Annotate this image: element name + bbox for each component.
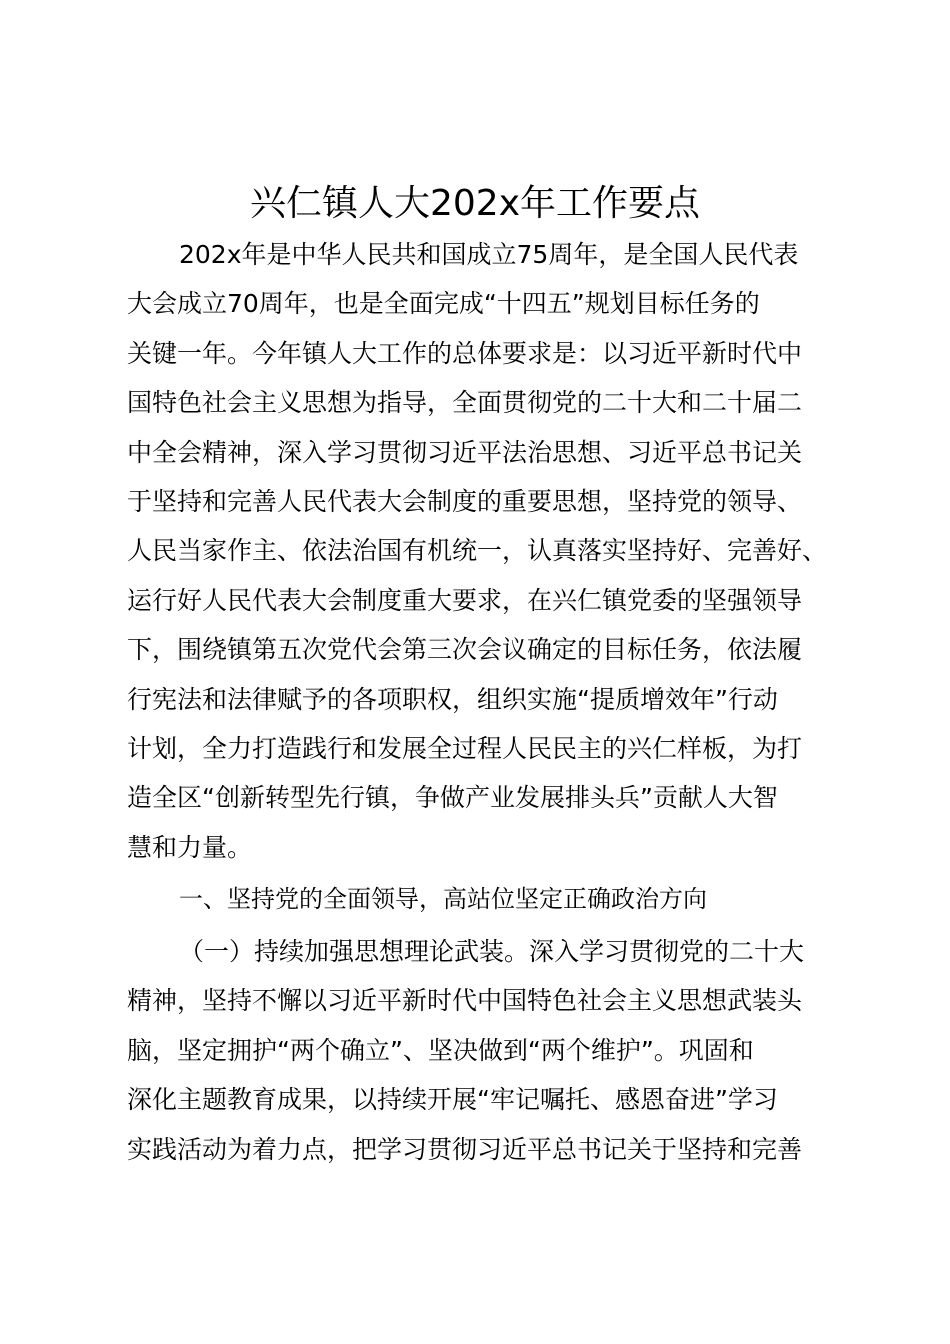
paragraph-line: 实践活动为着力点，把学习贯彻习近平总书记关于坚持和完善: [127, 1134, 803, 1164]
paragraph-line: 精神，坚持不懈以习近平新时代中国特色社会主义思想武装头: [127, 986, 803, 1016]
paragraph-line: 于坚持和完善人民代表大会制度的重要思想，坚持党的领导、: [127, 486, 803, 516]
intro-paragraph: [127, 230, 847, 872]
paragraph-line: 大会成立70周年，也是全面完成“十四五”规划目标任务的: [127, 289, 760, 319]
section-heading: 一、坚持党的全面领导，高站位坚定正确政治方向: [179, 885, 707, 914]
section-paragraph: [127, 927, 847, 1174]
document-body: [127, 230, 847, 1174]
paragraph-line: 深化主题教育成果，以持续开展“牢记嘱托、感恩奋进”学习: [127, 1085, 778, 1115]
paragraph-line: （一）持续加强思想理论武装。深入学习贯彻党的二十大: [179, 937, 805, 967]
paragraph-line: 人民当家作主、依法治国有机统一，认真落实坚持好、完善好、: [127, 536, 828, 566]
paragraph-line: 计划，全力打造践行和发展全过程人民民主的兴仁样板，为打: [127, 733, 803, 763]
document-title: 兴仁镇人大202x年工作要点: [249, 183, 701, 224]
paragraph-line: 中全会精神，深入学习贯彻习近平法治思想、习近平总书记关: [127, 437, 803, 467]
paragraph-line: 造全区“创新转型先行镇，争做产业发展排头兵”贡献人大智: [127, 783, 778, 813]
paragraph-line: 脑，坚定拥护“两个确立”、坚决做到“两个维护”。巩固和: [127, 1035, 754, 1065]
paragraph-line: 慧和力量。: [127, 832, 253, 862]
paragraph-line: 国特色社会主义思想为指导，全面贯彻党的二十大和二十届二: [127, 388, 803, 418]
paragraph-line: 关键一年。今年镇人大工作的总体要求是：以习近平新时代中: [127, 338, 803, 368]
paragraph-line: 行宪法和法律赋予的各项职权，组织实施“提质增效年”行动: [127, 684, 778, 714]
paragraph-line: 202x年是中华人民共和国成立75周年，是全国人民代表: [179, 240, 799, 269]
paragraph-line: 下，围绕镇第五次党代会第三次会议确定的目标任务，依法履: [127, 635, 803, 665]
paragraph-line: 运行好人民代表大会制度重大要求，在兴仁镇党委的坚强领导: [127, 585, 803, 615]
